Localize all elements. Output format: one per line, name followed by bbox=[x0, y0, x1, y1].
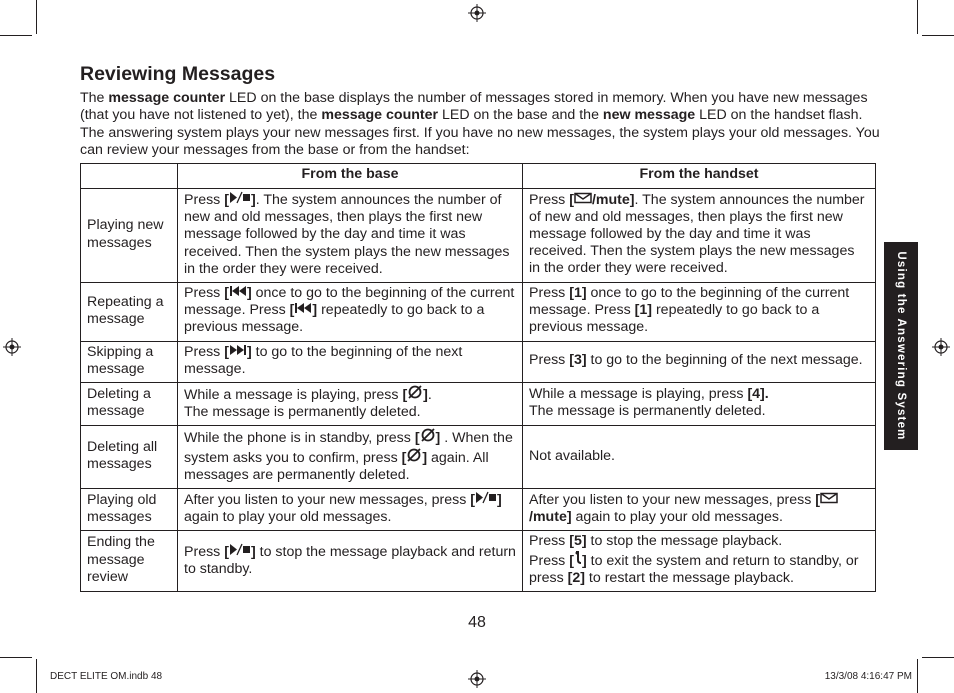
action-cell: Repeating a message bbox=[81, 283, 178, 342]
bold-text: [ bbox=[569, 191, 574, 208]
table-row bbox=[81, 283, 876, 342]
bold-text: ] bbox=[312, 302, 318, 319]
section-side-tab-label: Using the Answering System bbox=[895, 251, 907, 441]
bold-text: [1] bbox=[569, 285, 587, 302]
action-cell: Ending the message review bbox=[81, 531, 178, 592]
table-header-row bbox=[81, 164, 876, 189]
skip-forward-icon bbox=[229, 344, 247, 361]
play-stop-icon bbox=[229, 191, 251, 209]
table-header-cell bbox=[81, 164, 178, 189]
delete-icon bbox=[406, 448, 422, 467]
bold-text: ] bbox=[435, 430, 441, 447]
action-cell: Skipping a message bbox=[81, 341, 178, 382]
bold-text: ] bbox=[581, 552, 587, 569]
text-run: After you listen to your new messages, press bbox=[184, 492, 471, 509]
registration-mark-icon bbox=[468, 670, 486, 688]
registration-mark-icon bbox=[468, 4, 486, 22]
message-envelope-icon bbox=[574, 192, 592, 209]
skip-back-icon bbox=[294, 302, 312, 319]
text-run: Not available. bbox=[529, 447, 615, 464]
text-run: to go to the beginning of the next message. bbox=[184, 343, 463, 377]
text-run: Press bbox=[184, 543, 225, 560]
intro-paragraph bbox=[80, 90, 880, 160]
text-run: The message is permanently deleted. bbox=[184, 404, 421, 421]
text-run: LED on the base displays the number of messages stored in memory. When you have new messages (that you have not listened to yet), the bbox=[80, 90, 868, 124]
bold-text: [ bbox=[402, 387, 408, 404]
table-row bbox=[81, 189, 876, 283]
text-run: Press bbox=[529, 533, 570, 550]
skip-back-icon bbox=[229, 285, 247, 302]
base-instruction-cell bbox=[178, 383, 523, 426]
bold-text: message counter bbox=[108, 90, 226, 106]
text-run: The message is permanently deleted. bbox=[529, 403, 766, 420]
bold-text: /mute] bbox=[529, 508, 572, 525]
text-run: to stop the message playback and return to standby. bbox=[184, 543, 516, 577]
text-run: Press bbox=[529, 352, 570, 369]
bold-text: /mute] bbox=[591, 191, 635, 208]
bold-text: [1] bbox=[634, 302, 653, 319]
text-run: again. All messages are permanently deleted. bbox=[184, 449, 489, 483]
message-envelope-icon bbox=[820, 492, 838, 509]
bold-text: [ bbox=[414, 430, 420, 447]
crop-mark bbox=[36, 659, 37, 693]
handset-instruction-cell bbox=[523, 426, 876, 489]
table-header-base: From the base bbox=[178, 164, 523, 189]
bold-text: [2] bbox=[567, 569, 585, 586]
bold-text: ] bbox=[250, 543, 256, 560]
handset-instruction-cell bbox=[523, 489, 876, 531]
base-instruction-cell bbox=[178, 489, 523, 531]
bold-text: [ bbox=[224, 543, 229, 560]
text-run: Press bbox=[529, 191, 570, 208]
text-run: The bbox=[80, 90, 109, 106]
bold-text: message counter bbox=[321, 107, 439, 124]
bold-text: [ bbox=[569, 552, 574, 569]
text-run: repeatedly to go back to a previous message. bbox=[184, 302, 485, 336]
table-row bbox=[81, 531, 876, 592]
text-run: Press bbox=[529, 552, 570, 569]
base-instruction-cell bbox=[178, 283, 523, 342]
text-run: to go to the beginning of the next message. bbox=[586, 352, 863, 369]
footer-file-info: DECT ELITE OM.indb 48 bbox=[50, 671, 163, 682]
bold-text: [ bbox=[224, 343, 229, 360]
base-instruction-cell bbox=[178, 341, 523, 382]
text-run: . The system announces the number of new and old messages, then plays the first new message followed by the day and time it was received. Then the system plays the new messages in the order they were received. bbox=[529, 191, 865, 277]
bold-text: ] bbox=[496, 492, 502, 509]
text-run: again to play your old messages. bbox=[571, 508, 783, 525]
action-cell: Playing new messages bbox=[81, 189, 178, 283]
text-run: Press bbox=[184, 192, 225, 208]
bold-text: ] bbox=[422, 449, 428, 466]
text-run: LED on the base and the bbox=[438, 107, 603, 124]
handset-instruction-cell bbox=[523, 341, 876, 382]
text-run: . The system announces the number of new and old messages, then plays the first new message followed by the day and time it was received. Then the system plays the new messages in the order they were received. bbox=[184, 192, 510, 277]
play-stop-icon bbox=[229, 543, 251, 561]
bold-text: [4]. bbox=[747, 386, 769, 403]
text-run: . When the system asks you to confirm, press bbox=[184, 430, 513, 466]
action-cell: Deleting a message bbox=[81, 383, 178, 426]
text-run: again to play your old messages. bbox=[184, 509, 392, 526]
bold-text: ] bbox=[250, 192, 256, 208]
handset-instruction-cell bbox=[523, 383, 876, 426]
text-run: LED on the handset flash. The answering system plays your new messages first. If you have no new messages, the system plays your old messages. You can review your messages from the base or from the handset: bbox=[80, 107, 880, 159]
table-row bbox=[81, 341, 876, 382]
bold-text: [ bbox=[224, 285, 229, 302]
message-review-table bbox=[80, 163, 876, 592]
text-run: While the phone is in standby, press bbox=[184, 430, 415, 447]
off-hook-icon bbox=[574, 551, 582, 570]
crop-mark bbox=[917, 659, 918, 693]
crop-mark bbox=[36, 0, 37, 34]
text-run: . bbox=[427, 387, 432, 404]
page-number: 48 bbox=[468, 614, 486, 631]
bold-text: ] bbox=[246, 285, 252, 302]
registration-mark-icon bbox=[3, 338, 21, 356]
bold-text: [ bbox=[815, 491, 820, 508]
bold-text: [ bbox=[401, 449, 407, 466]
table-header-handset: From the handset bbox=[523, 164, 876, 189]
bold-text: [ bbox=[470, 492, 475, 509]
footer-timestamp: 13/3/08 4:16:47 PM bbox=[824, 671, 912, 682]
text-run: Press bbox=[529, 285, 570, 302]
handset-instruction-cell bbox=[523, 531, 876, 592]
page-title: Reviewing Messages bbox=[80, 63, 276, 85]
table-row bbox=[81, 489, 876, 531]
text-run: While a message is playing, press bbox=[184, 387, 403, 404]
text-run: to stop the message playback. bbox=[586, 533, 783, 550]
registration-mark-icon bbox=[932, 338, 950, 356]
action-cell: Playing old messages bbox=[81, 489, 178, 531]
text-run: once to go to the beginning of the current message. Press bbox=[184, 285, 515, 319]
text-run: to restart the message playback. bbox=[584, 569, 794, 586]
bold-text: ] bbox=[423, 387, 428, 404]
text-run: After you listen to your new messages, press bbox=[529, 491, 816, 508]
table-row bbox=[81, 426, 876, 489]
crop-mark bbox=[922, 35, 954, 36]
bold-text: ] bbox=[246, 343, 252, 360]
bold-text: new message bbox=[602, 107, 696, 124]
base-instruction-cell bbox=[178, 189, 523, 283]
table-row bbox=[81, 383, 876, 426]
bold-text: [ bbox=[224, 192, 229, 208]
play-stop-icon bbox=[475, 491, 497, 509]
bold-text: [5] bbox=[569, 533, 587, 550]
text-run: Press bbox=[184, 343, 225, 360]
text-run: once to go to the beginning of the current message. Press bbox=[529, 285, 850, 319]
crop-mark bbox=[922, 657, 954, 658]
crop-mark bbox=[917, 0, 918, 34]
bold-text: [ bbox=[289, 302, 295, 319]
base-instruction-cell bbox=[178, 426, 523, 489]
text-run: Press bbox=[184, 285, 225, 302]
text-run: repeatedly to go back to a previous message. bbox=[529, 302, 820, 336]
crop-mark bbox=[0, 657, 32, 658]
text-run: to exit the system and return to standby, or press bbox=[529, 552, 859, 586]
crop-mark bbox=[0, 35, 32, 36]
handset-instruction-cell bbox=[523, 283, 876, 342]
base-instruction-cell bbox=[178, 531, 523, 592]
handset-instruction-cell bbox=[523, 189, 876, 283]
action-cell: Deleting all messages bbox=[81, 426, 178, 489]
text-run: While a message is playing, press bbox=[529, 386, 748, 403]
bold-text: [3] bbox=[569, 352, 587, 369]
delete-icon bbox=[407, 385, 423, 404]
delete-icon bbox=[420, 428, 436, 447]
